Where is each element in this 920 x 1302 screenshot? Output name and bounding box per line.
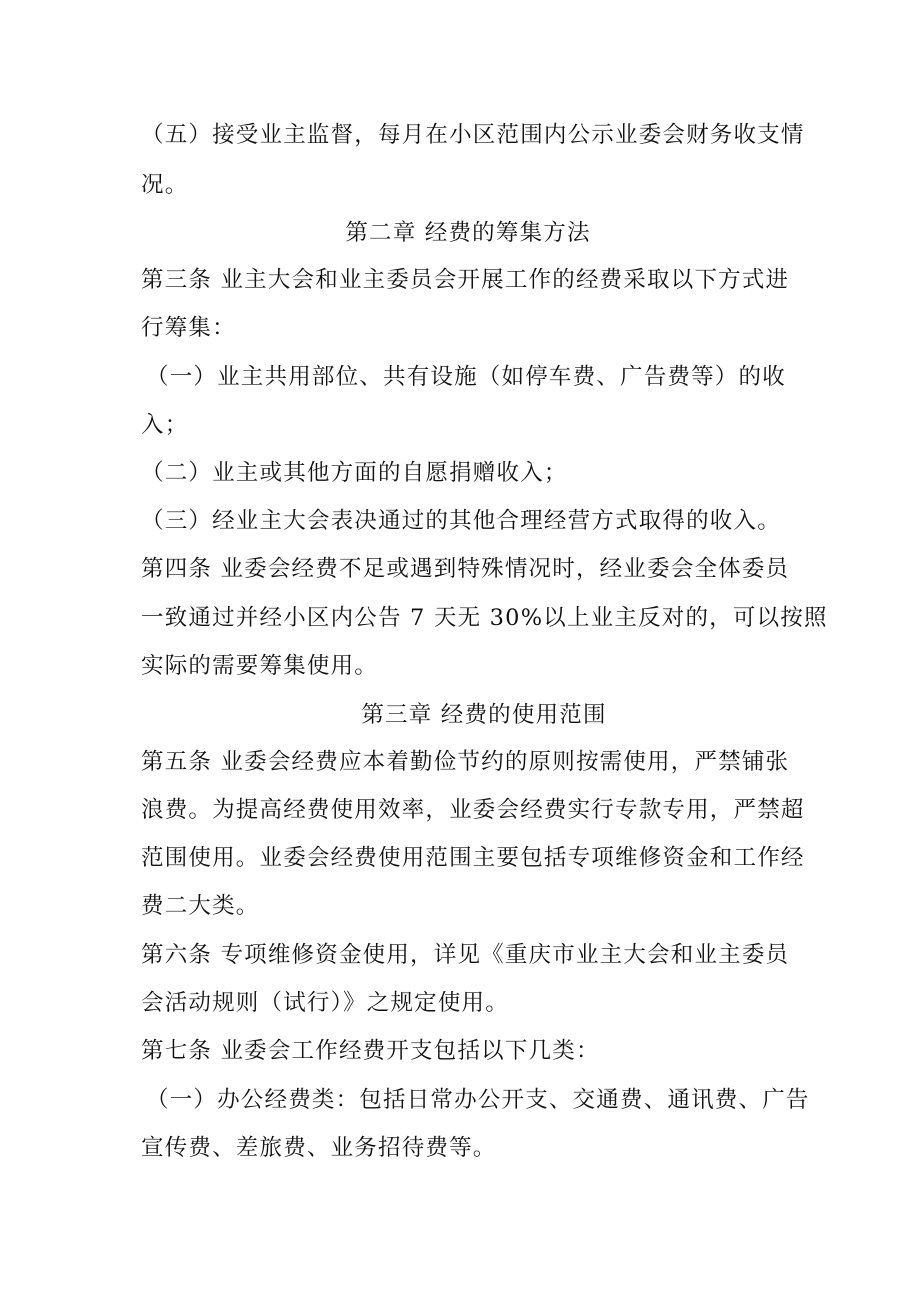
text-line: 实际的需要筹集使用。 [141,653,379,679]
text-line: 第三条 业主大会和业主委员会开展工作的经费采取以下方式进 [141,267,790,293]
text-line: （五）接受业主监督，每月在小区范围内公示业委会财务收支情 [141,122,805,148]
text-line: 第五条 业委会经费应本着勤俭节约的原则按需使用，严禁铺张 [141,749,790,775]
text-line: 一致通过并经小区内公告 7 天无 30%以上业主反对的，可以按照 [141,605,828,631]
text-line: 第六条 专项维修资金使用，详见《重庆市业主大会和业主委员 [141,942,790,968]
text-line: 会活动规则（试行）》之规定使用。 [141,990,509,1016]
text-line: （三）经业主大会表决通过的其他合理经营方式取得的收入。 [141,508,781,534]
text-line: 宣传费、差旅费、业务招待费等。 [141,1135,497,1161]
chapter-heading: 第二章 经费的筹集方法 [345,220,591,246]
text-line: 浪费。为提高经费使用效率，业委会经费实行专款专用，严禁超 [141,797,805,823]
chapter-heading: 第三章 经费的使用范围 [361,702,607,728]
text-line: （二）业主或其他方面的自愿捐赠收入； [141,460,568,486]
text-line: 第四条 业委会经费不足或遇到特殊情况时，经业委会全体委员 [141,556,790,582]
text-line: （一）业主共用部位、共有设施（如停车费、广告费等）的收 [146,364,786,390]
text-line: 费二大类。 [141,893,260,919]
text-line: 第七条 业委会工作经费开支包括以下几类： [141,1038,600,1064]
text-line: 行筹集： [141,315,236,341]
text-line: 况。 [141,172,189,198]
text-line: 范围使用。业委会经费使用范围主要包括专项维修资金和工作经 [141,845,805,871]
text-line: （一）办公经费类：包括日常办公开支、交通费、通讯费、广告 [146,1087,810,1113]
text-line: 入； [141,412,189,438]
